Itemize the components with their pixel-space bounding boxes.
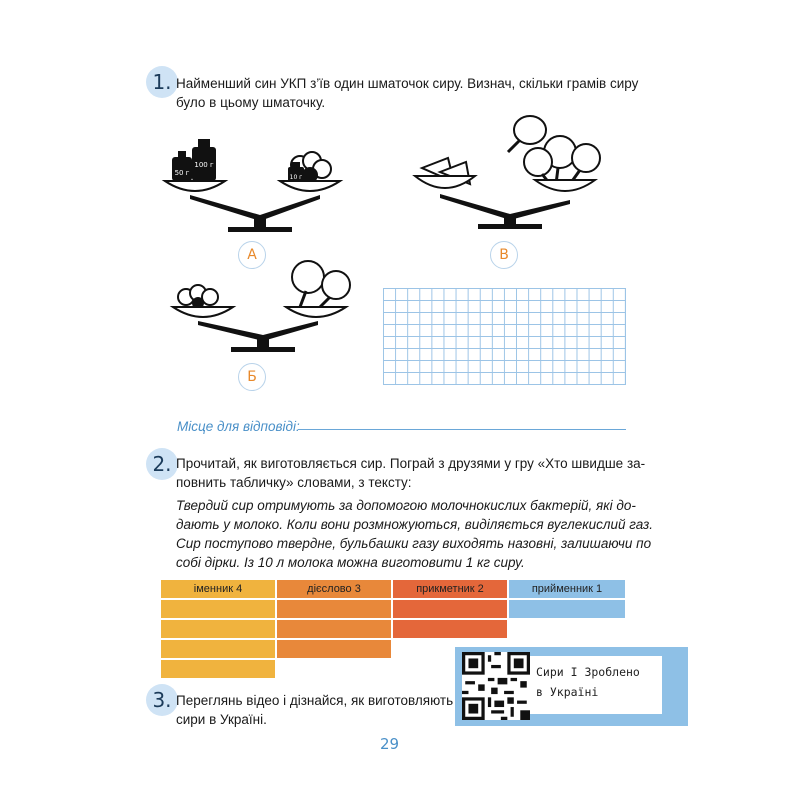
answer-label: Місце для відповіді: [177, 419, 300, 434]
scale-b-illustration [168, 255, 363, 365]
table-header-nouns: іменник 4 [161, 580, 275, 598]
task1-number: 1. [146, 66, 178, 98]
task1-line1: Найменший син УКП з’їв один шматочок сиру. Визнач, скільки грамів сиру [176, 76, 639, 91]
table-header-verbs: дієслово 3 [277, 580, 391, 598]
table-cell[interactable] [161, 640, 275, 658]
task2-line2: повнить табличку» словами, з тексту: [176, 475, 412, 490]
qr-code-icon[interactable] [462, 652, 530, 720]
qr-video-label [530, 656, 662, 714]
answer-line[interactable] [298, 428, 626, 430]
table-cell[interactable] [277, 640, 391, 658]
task3-number: 3. [146, 684, 178, 716]
ham-legs-icon [508, 116, 600, 184]
table-cell[interactable] [161, 660, 275, 678]
cauliflower-icon [178, 285, 218, 309]
scale-a-label: А [238, 241, 266, 269]
answer-grid[interactable] [383, 288, 626, 385]
table-cell[interactable] [277, 600, 391, 618]
passage-line-3: Сир поступово твердне, бульбашки газу виходять назовні, залишаючи по [176, 536, 652, 551]
qr-label-line2: в Україні [536, 685, 599, 699]
table-cell[interactable] [277, 620, 391, 638]
task3-line2: сири в Україні. [176, 712, 267, 727]
page-number: 29 [380, 735, 400, 753]
scale-b-label: Б [238, 363, 266, 391]
table-cell[interactable] [393, 620, 507, 638]
table-cell[interactable] [161, 600, 275, 618]
scale-v-illustration [410, 110, 620, 245]
weight-10-label: 10 г [289, 174, 303, 181]
passage-line-2: дають у молоко. Коли вони розмножуються, виділяється вуглекислий газ. [176, 517, 654, 532]
task3-line1: Переглянь відео і дізнайся, як виготовляють [176, 693, 454, 708]
qr-label-line1: Сири І Зроблено [536, 665, 640, 679]
weight-50-icon [172, 151, 192, 181]
table-header-prepositions: прийменник 1 [509, 580, 625, 598]
table-cell[interactable] [393, 600, 507, 618]
ham-legs-icon [292, 261, 350, 309]
task1-line2: було в цьому шматочку. [176, 95, 326, 110]
weight-50-label: 50 г [174, 169, 190, 177]
table-header-adjectives: прикметник 2 [393, 580, 507, 598]
weight-100-label: 100 г [194, 161, 214, 169]
task2-number: 2. [146, 448, 178, 480]
task2-line1: Прочитай, як виготовляється сир. Пограй з друзями у гру «Хто швидше за- [176, 456, 646, 471]
passage-line-4: собі дірки. Із 10 л молока можна виготовити 1 кг сиру. [176, 555, 525, 570]
table-cell[interactable] [161, 620, 275, 638]
passage-line-1: Твердий сир отримують за допомогою молочнокислих бактерій, які до- [176, 498, 636, 513]
table-cell[interactable] [509, 600, 625, 618]
scale-v-label: В [490, 241, 518, 269]
weight-100-icon [192, 139, 216, 181]
scale-a-illustration [160, 135, 360, 245]
